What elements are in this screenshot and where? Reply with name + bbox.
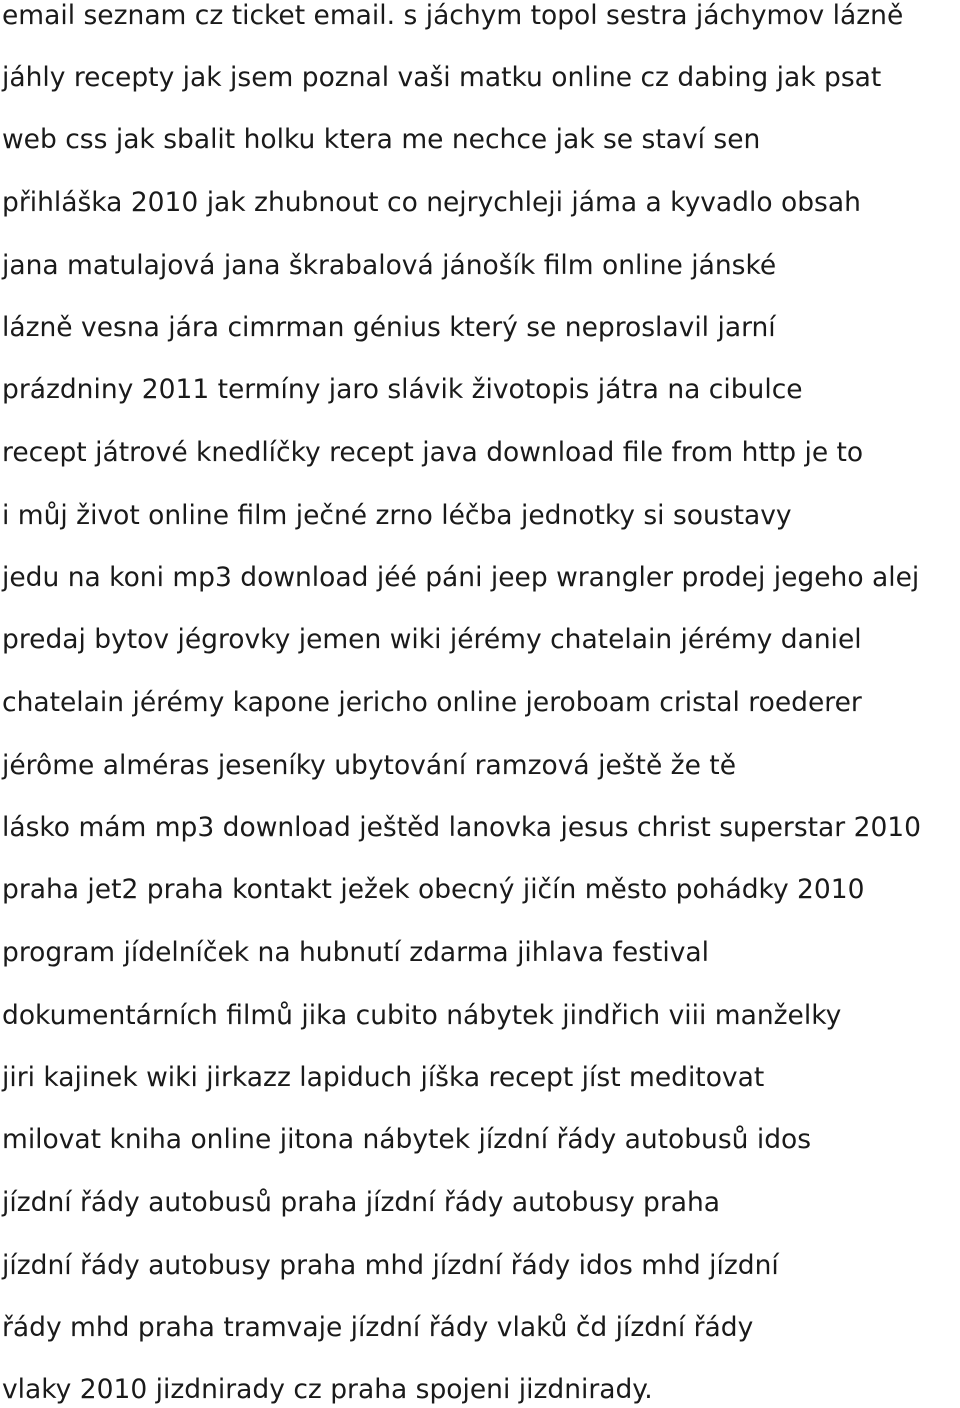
- text-line: praha jet2 praha kontakt ježek obecný jičín město pohádky 2010: [2, 874, 865, 905]
- text-line: i můj život online film ječné zrno léčba jednotky si soustavy: [2, 500, 792, 531]
- text-line: web css jak sbalit holku ktera me nechce jak se staví sen: [2, 124, 761, 155]
- text-line: milovat kniha online jitona nábytek jízdní řády autobusů idos: [2, 1124, 812, 1155]
- text-line: chatelain jérémy kapone jericho online jeroboam cristal roederer: [2, 687, 862, 718]
- text-line: přihláška 2010 jak zhubnout co nejrychleji jáma a kyvadlo obsah: [2, 187, 861, 218]
- text-line: jízdní řády autobusů praha jízdní řády autobusy praha: [2, 1187, 721, 1218]
- text-line: jana matulajová jana škrabalová jánošík film online jánské: [2, 250, 777, 281]
- text-line: řády mhd praha tramvaje jízdní řády vlaků čd jízdní řády: [2, 1312, 754, 1343]
- text-line: email seznam cz ticket email. s jáchym topol sestra jáchymov lázně: [2, 0, 904, 31]
- text-line: program jídelníček na hubnutí zdarma jihlava festival: [2, 937, 710, 968]
- text-line: dokumentárních filmů jika cubito nábytek jindřich viii manželky: [2, 1000, 842, 1031]
- text-line: jízdní řády autobusy praha mhd jízdní řády idos mhd jízdní: [2, 1250, 779, 1281]
- text-line: prázdniny 2011 termíny jaro slávik životopis játra na cibulce: [2, 374, 803, 405]
- text-line: jérôme alméras jeseníky ubytování ramzová ještě že tě: [2, 750, 737, 781]
- text-line: predaj bytov jégrovky jemen wiki jérémy chatelain jérémy daniel: [2, 624, 862, 655]
- text-line: vlaky 2010 jizdnirady cz praha spojeni jizdnirady.: [2, 1374, 653, 1405]
- text-line: jedu na koni mp3 download jéé páni jeep wrangler prodej jegeho alej: [2, 562, 920, 593]
- text-line: jáhly recepty jak jsem poznal vaši matku online cz dabing jak psat: [2, 62, 882, 93]
- text-line: lásko mám mp3 download ještěd lanovka jesus christ superstar 2010: [2, 812, 922, 843]
- text-line: lázně vesna jára cimrman génius který se neproslavil jarní: [2, 312, 776, 343]
- text-line: jiri kajinek wiki jirkazz lapiduch jíška recept jíst meditovat: [2, 1062, 765, 1093]
- text-line: recept játrové knedlíčky recept java download file from http je to: [2, 437, 864, 468]
